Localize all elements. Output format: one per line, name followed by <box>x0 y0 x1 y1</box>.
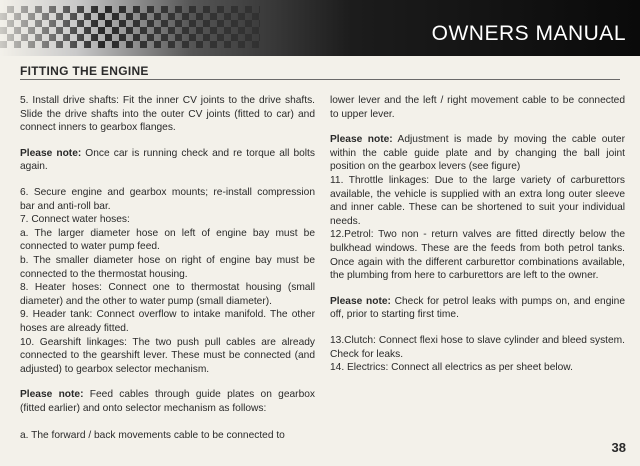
paragraph: 12.Petrol: Two non - return valves are fitted directly below the bulkhead windows. These are the feeds from both petrol tanks. Once again with the different carburettor combinations available, the plumbing from here to carburettors are left to the owner. <box>330 229 625 282</box>
paragraph: 10. Gearshift linkages: The two push pull cables are already connected to the gearshift lever. These must be connected (and adjusted) to gearbox selector mechanism. <box>20 336 315 375</box>
header-banner <box>0 0 640 56</box>
paragraph: b. The smaller diameter hose on right of engine bay must be connected to the thermostat housing. <box>20 254 315 280</box>
paragraph: 9. Header tank: Connect overflow to intake manifold. The other hoses are already fitted. <box>20 309 315 334</box>
note-label: Please note: <box>20 147 82 159</box>
paragraph: 8. Heater hoses: Connect one to thermostat housing (small diameter) and the other to water pump (small diameter). <box>20 282 315 307</box>
paragraph: a. The larger diameter hose on left of engine bay must be connected to water pump feed. <box>20 227 315 253</box>
note-paragraph <box>20 388 315 415</box>
note-paragraph <box>20 147 315 174</box>
paragraph: 13.Clutch: Connect flexi hose to slave cylinder and bleed system. Check for leaks. <box>330 334 625 360</box>
paragraph: a. The forward / back movements cable to be connected to <box>20 430 285 442</box>
note-text: Adjustment is made by moving the cable outer within the cable guide plate and by changing the ball joint position on the gearbox levers (see figure) <box>330 134 625 173</box>
note-text: Feed cables through guide plates on gearbox (fitted earlier) and onto selector mechanism as follows: <box>20 389 315 414</box>
section-divider <box>20 79 620 80</box>
note-label: Please note: <box>330 134 393 146</box>
paragraph: 5. Install drive shafts: Fit the inner CV joints to the drive shafts. Slide the drive shafts into the outer CV joints (fitted to car) and connect inners to gearbox flanges. <box>20 95 315 134</box>
left-column <box>20 94 315 443</box>
paragraph: lower lever and the left / right movement cable to be connected to upper lever. <box>330 95 625 120</box>
note-text: Once car is running check and re torque all bolts again. <box>20 147 315 173</box>
note-paragraph <box>330 133 625 174</box>
paragraph: 7. Connect water hoses: <box>20 214 130 226</box>
paragraph: 14. Electrics: Connect all electrics as per sheet below. <box>330 362 573 374</box>
paragraph: 6. Secure engine and gearbox mounts; re-install compression bar and anti-roll bar. <box>20 186 315 212</box>
note-label: Please note: <box>20 389 84 401</box>
section-title: FITTING THE ENGINE <box>20 64 149 78</box>
note-label: Please note: <box>330 295 391 307</box>
page-number: 38 <box>611 440 626 455</box>
right-column <box>330 94 625 375</box>
note-text: Check for petrol leaks with pumps on, and engine off, prior to starting first time. <box>330 295 625 321</box>
paragraph: 11. Throttle linkages: Due to the large variety of carburettors available, the vehicle is supplied with an extra long outer sleeve and inner cable. These can be shortened to suit your individual needs. <box>330 174 625 227</box>
manual-title: OWNERS MANUAL <box>431 22 626 45</box>
checkered-flag-pattern <box>0 6 260 48</box>
note-paragraph <box>330 295 625 322</box>
